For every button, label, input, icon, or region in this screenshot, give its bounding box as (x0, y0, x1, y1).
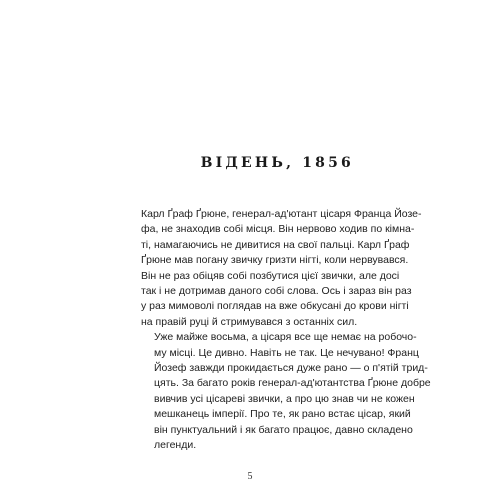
chapter-heading: ВІДЕНЬ, 1856 (200, 155, 354, 171)
text-line: так і не дотримав даного собі слова. Ось і зараз він раз (141, 285, 412, 298)
text-line: цять. За багато років генерал-ад'ютантства Ґрюне добре (154, 377, 431, 390)
text-line: Він не раз обіцяв собі позбутися цієї звички, але досі (141, 269, 400, 282)
text-line: Уже майже восьма, а цісаря все ще немає на робочо- (154, 331, 417, 344)
text-line: у раз мимоволі поглядав на вже обкусані до крови нігті (141, 300, 409, 313)
text-line: ті, намагаючись не дивитися на свої пальці. Карл Ґраф (141, 238, 410, 251)
text-line: вивчив усі цісареві звички, а про цю знав чи не кожен (154, 392, 415, 405)
text-line: Йозеф завжди прокидається дуже рано — о п'ятій трид- (154, 362, 428, 375)
paragraph-2 (141, 330, 431, 453)
paragraph-1 (141, 207, 422, 330)
body-text (141, 207, 431, 454)
text-line: він пунктуальний і як багато працює, давно складено (154, 423, 413, 436)
text-line: на правій руці й стримувався з останніх сил. (141, 315, 358, 328)
text-line: легенди. (154, 439, 197, 452)
text-line: мешканець імперії. Про те, як рано встає цісар, який (154, 408, 411, 421)
text-line: Ґрюне мав погану звичку гризти нігті, коли нервувався. (141, 254, 409, 267)
page-number: 5 (247, 471, 253, 482)
text-line: фа, не знаходив собі місця. Він нервово ходив по кімна- (141, 223, 415, 236)
text-line: му місці. Це дивно. Навіть не так. Це нечувано! Франц (154, 346, 419, 359)
text-line: Карл Ґраф Ґрюне, генерал-ад'ютант цісаря Франца Йозе- (141, 208, 422, 220)
